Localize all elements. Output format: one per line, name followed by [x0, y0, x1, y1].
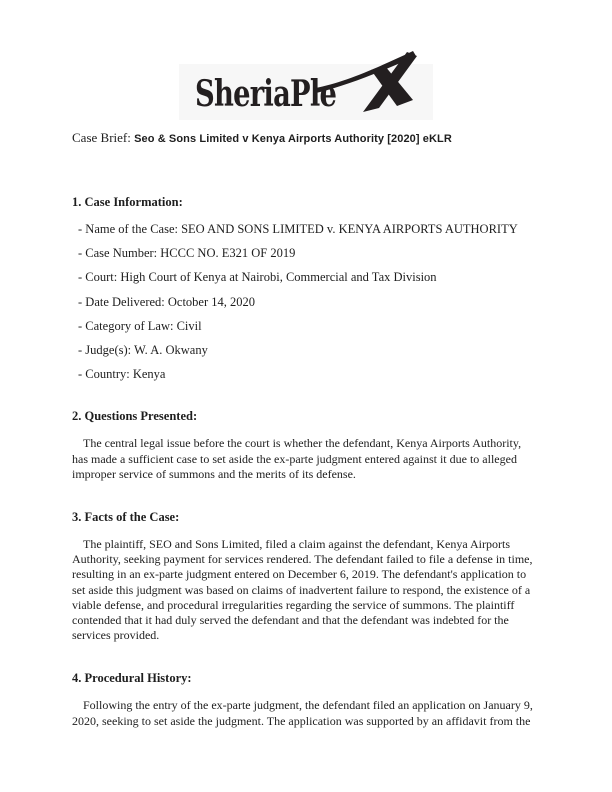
- case-info-item-country: - Country: Kenya: [78, 367, 166, 382]
- section-case-information: [72, 195, 540, 382]
- section-heading: 1. Case Information:: [72, 195, 183, 209]
- section-procedural-history: [72, 671, 540, 728]
- case-info-item-date: - Date Delivered: October 14, 2020: [78, 294, 256, 309]
- logo-wordmark-text: SheriaPle: [195, 73, 337, 115]
- case-info-item-number: - Case Number: HCCC NO. E321 OF 2019: [78, 246, 296, 261]
- section-paragraph: Following the entry of the ex-parte judgment, the defendant filed an application on January 9, 2020, seeking to set aside the judgment. The application was supported by an affidavit from the: [72, 698, 533, 728]
- section-heading: 2. Questions Presented:: [72, 409, 198, 424]
- subtitle-prefix: Case Brief:: [72, 130, 131, 145]
- section-heading: 3. Facts of the Case:: [72, 510, 180, 525]
- case-info-item-category: - Category of Law: Civil: [78, 318, 202, 333]
- section-questions-presented: [72, 409, 540, 482]
- letterhead: [0, 64, 612, 120]
- case-brief-subtitle: [72, 130, 540, 147]
- logo-wordmark: [195, 73, 341, 115]
- section-paragraph: The plaintiff, SEO and Sons Limited, filed a claim against the defendant, Kenya Airports Authority, seeking payment for services rendered. The defendant failed to file a defense in time, resulting in an ex-parte judgment entered on December 6, 2019. The defendant's application to set aside this judgment was based on claims of inadvertent failure to respond, the existence of a viable defense, and procedural irregularities regarding the service of summons. The plaintiff contended that it had duly served the defendant and that the defendant was indebted for the services provided.: [72, 537, 533, 643]
- section-facts-of-the-case: [72, 510, 540, 643]
- sheriaplex-logo: [179, 64, 433, 120]
- subtitle-title: Seo & Sons Limited v Kenya Airports Authority [2020] eKLR: [134, 133, 452, 145]
- document-body: [72, 195, 540, 729]
- section-paragraph: The central legal issue before the court is whether the defendant, Kenya Airports Authority, has made a sufficient case to set aside the ex-parte judgment entered against it due to alleged improper service of summons and the merits of its defense.: [72, 436, 522, 481]
- case-info-item-judges: - Judge(s): W. A. Okwany: [78, 343, 208, 358]
- case-info-item-name: - Name of the Case: SEO AND SONS LIMITED v. KENYA AIRPORTS AUTHORITY: [78, 222, 518, 236]
- case-info-item-court: - Court: High Court of Kenya at Nairobi, Commercial and Tax Division: [78, 270, 437, 285]
- x-swoosh-icon: [333, 54, 419, 116]
- section-heading: 4. Procedural History:: [72, 671, 192, 686]
